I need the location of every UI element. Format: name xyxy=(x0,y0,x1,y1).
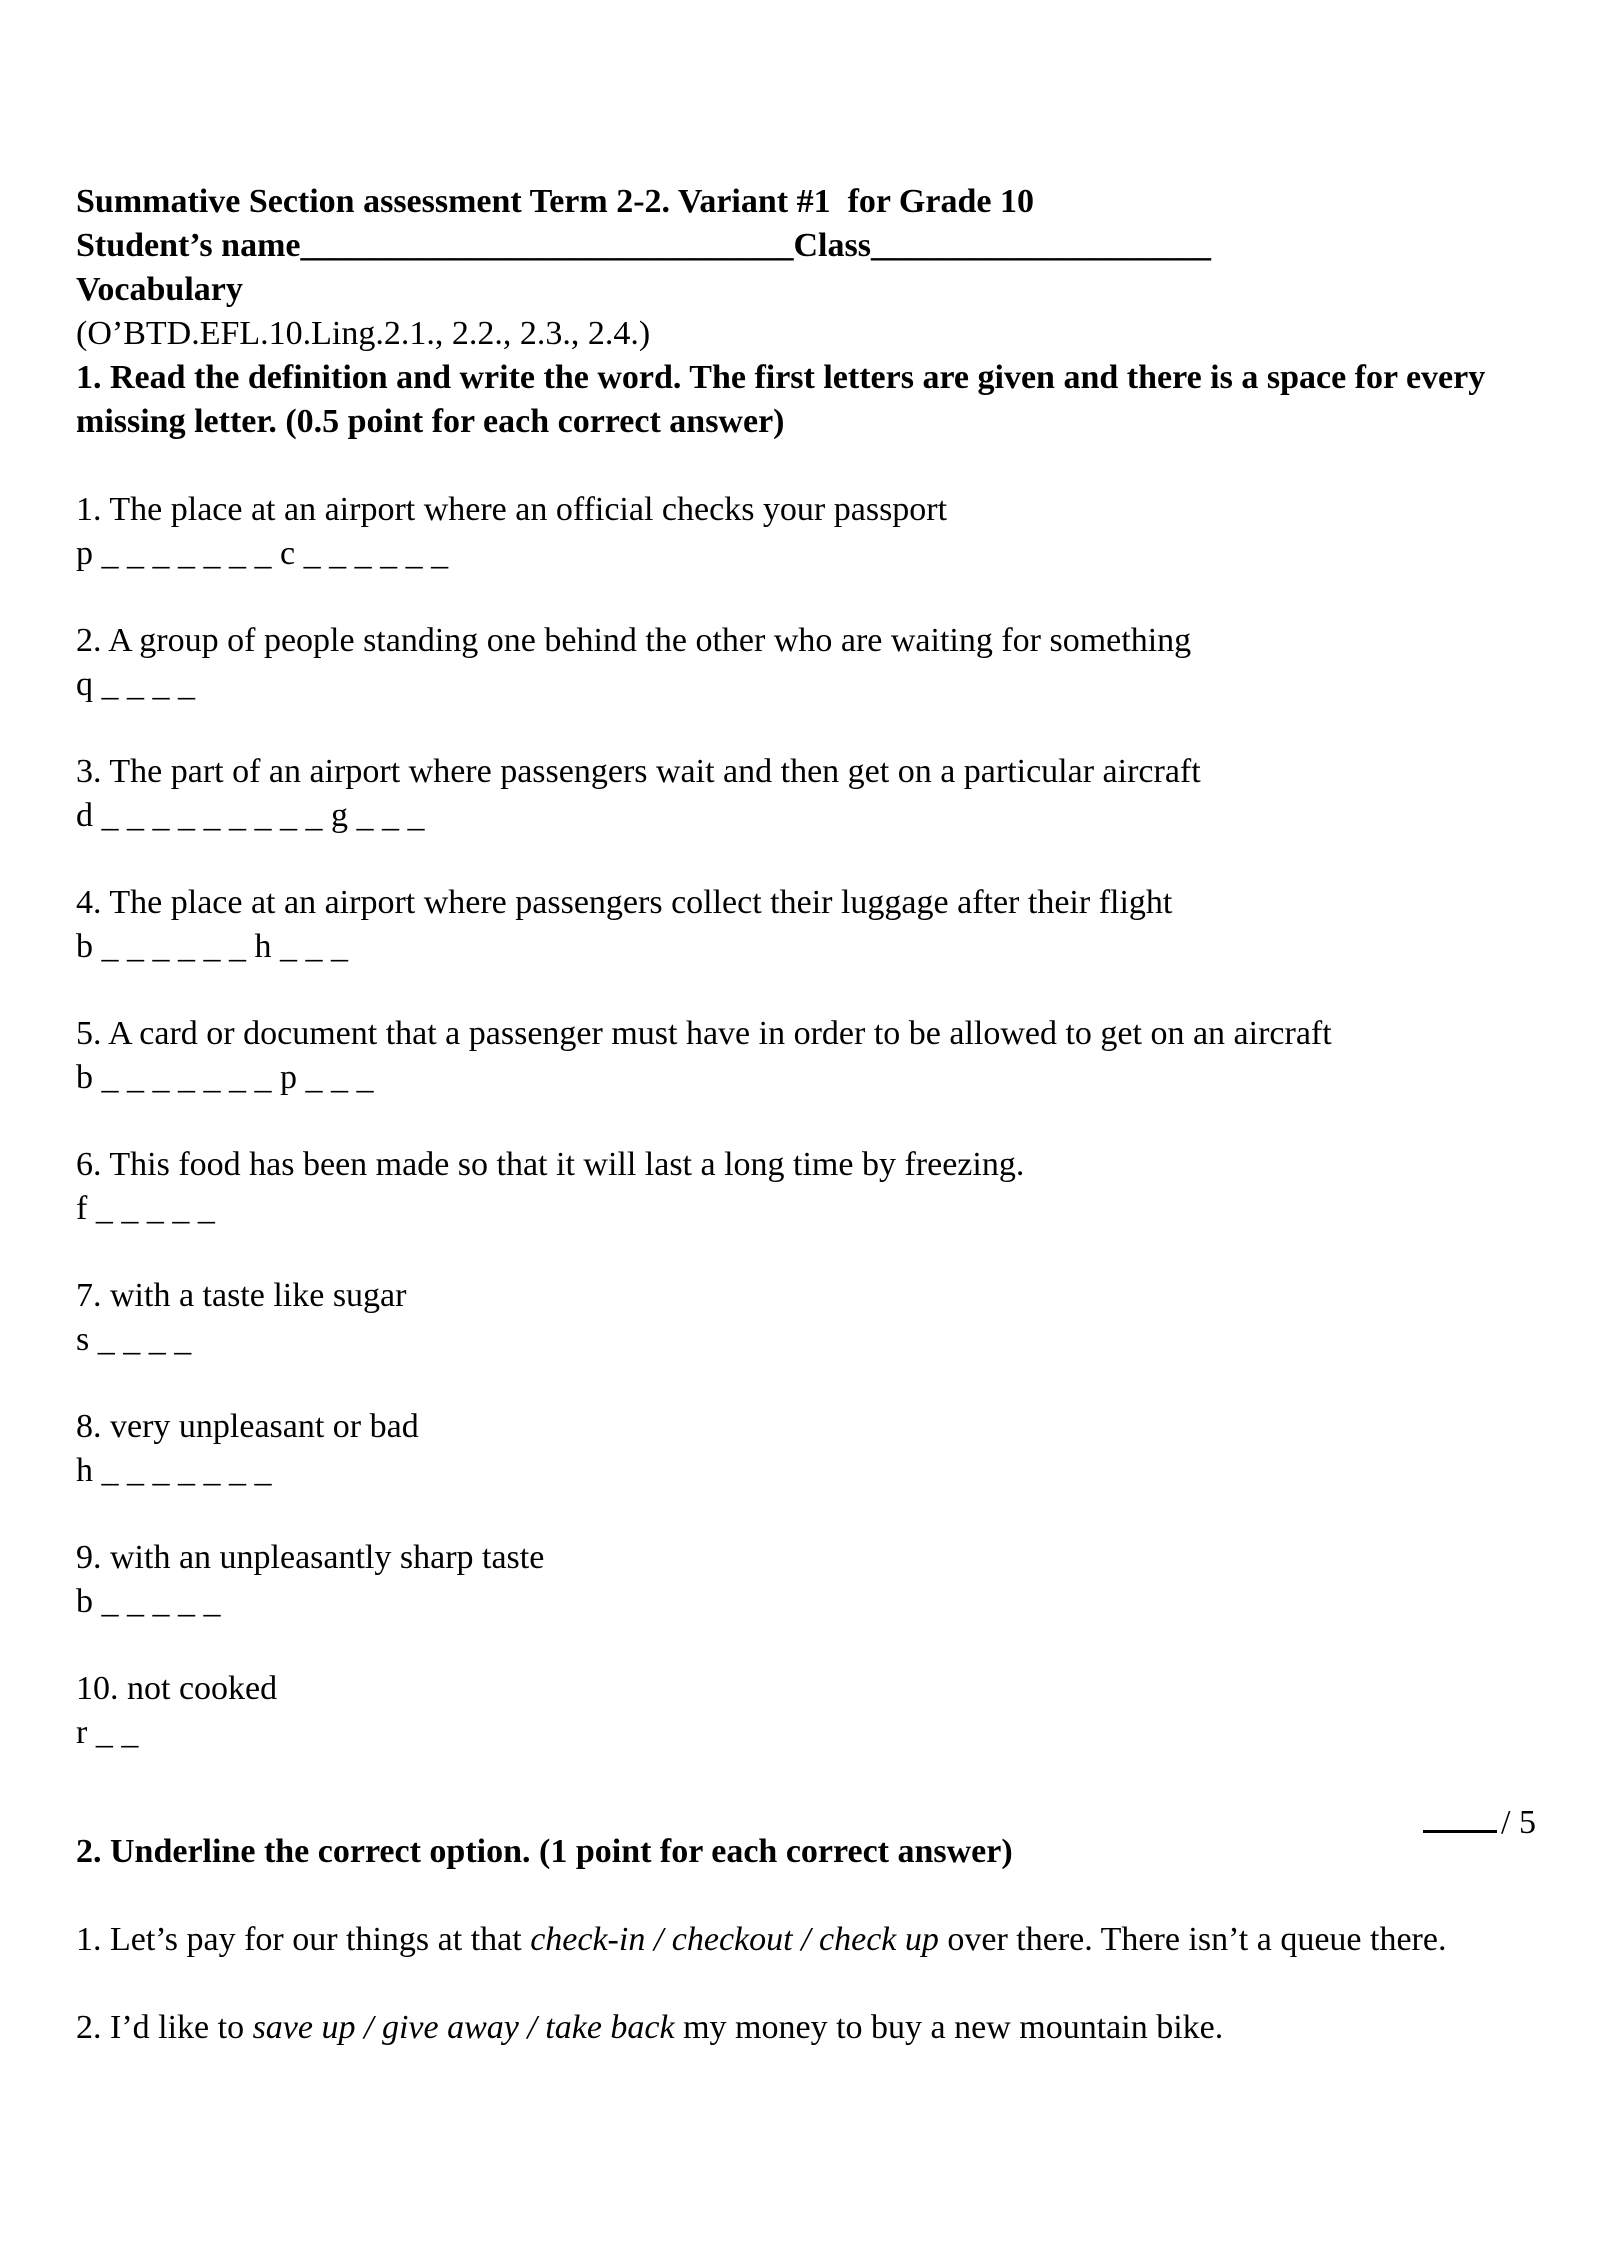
task2-section xyxy=(76,1830,1536,2094)
vocab-item xyxy=(76,1536,1536,1624)
vocab-answer-pattern[interactable]: d _ _ _ _ _ _ _ _ _ g _ _ _ xyxy=(76,797,425,834)
vocab-item xyxy=(76,1405,1536,1493)
spacer xyxy=(76,1874,1536,1918)
spacer xyxy=(76,444,1536,488)
vocab-answer-pattern[interactable]: b _ _ _ _ _ _ _ p _ _ _ xyxy=(76,1059,374,1096)
vocab-definition: 5. A card or document that a passenger must have in order to be allowed to get on an aircraft xyxy=(76,1015,1332,1052)
task2-question-1 xyxy=(76,1918,1536,1962)
vocab-item xyxy=(76,1012,1536,1100)
vocab-answer-pattern[interactable]: b _ _ _ _ _ xyxy=(76,1583,221,1620)
vocab-definition: 8. very unpleasant or bad xyxy=(76,1408,419,1445)
question-text-before: 1. Let’s pay for our things at that xyxy=(76,1921,531,1958)
curriculum-codes: (O’BTD.EFL.10.Ling.2.1., 2.2., 2.3., 2.4.) xyxy=(76,315,651,352)
vocab-answer-pattern[interactable]: q _ _ _ _ xyxy=(76,666,195,703)
question-text-after: over there. There isn’t a queue there. xyxy=(938,1921,1447,1958)
document-title: Summative Section assessment Term 2-2. Variant #1 for Grade 10 xyxy=(76,183,1034,220)
worksheet-page xyxy=(76,180,1536,1798)
score-total: / 5 xyxy=(1501,1804,1536,1841)
vocab-item xyxy=(76,750,1536,838)
vocab-definition: 4. The place at an airport where passengers collect their luggage after their flight xyxy=(76,884,1173,921)
question-text-after: my money to buy a new mountain bike. xyxy=(674,2009,1224,2046)
vocab-definition: 7. with a taste like sugar xyxy=(76,1277,407,1314)
vocab-definition: 6. This food has been made so that it will last a long time by freezing. xyxy=(76,1146,1025,1183)
vocab-definition: 1. The place at an airport where an official checks your passport xyxy=(76,491,948,528)
vocab-definition: 9. with an unpleasantly sharp taste xyxy=(76,1539,545,1576)
vocab-definition: 3. The part of an airport where passengers wait and then get on a particular aircraft xyxy=(76,753,1201,790)
vocab-item xyxy=(76,1143,1536,1231)
task1-items-list xyxy=(76,488,1536,1755)
vocab-answer-pattern[interactable]: s _ _ _ _ xyxy=(76,1321,192,1358)
vocab-answer-pattern[interactable]: r _ _ xyxy=(76,1714,139,1751)
score-blank-line[interactable] xyxy=(1423,1800,1497,1833)
task2-instruction: 2. Underline the correct option. (1 point for each correct answer) xyxy=(76,1833,1013,1870)
vocab-item xyxy=(76,619,1536,707)
section-heading: Vocabulary xyxy=(76,271,243,308)
vocab-definition: 2. A group of people standing one behind the other who are waiting for something xyxy=(76,622,1192,659)
question-text-before: 2. I’d like to xyxy=(76,2009,253,2046)
vocab-item xyxy=(76,881,1536,969)
vocab-item xyxy=(76,1667,1536,1755)
question-options[interactable]: check-in / checkout / check up xyxy=(530,1921,939,1958)
question-options[interactable]: save up / give away / take back xyxy=(252,2009,675,2046)
vocab-definition: 10. not cooked xyxy=(76,1670,278,1707)
vocab-answer-pattern[interactable]: f _ _ _ _ _ xyxy=(76,1190,215,1227)
task1-instruction: 1. Read the definition and write the word. The first letters are given and there is a space for every missing letter. (0.5 point for each correct answer) xyxy=(76,359,1486,440)
vocab-answer-pattern[interactable]: p _ _ _ _ _ _ _ c _ _ _ _ _ _ xyxy=(76,535,449,572)
vocab-answer-pattern[interactable]: b _ _ _ _ _ _ h _ _ _ xyxy=(76,928,348,965)
vocab-item xyxy=(76,488,1536,576)
student-name-class-line: Student’s name_____________________________Class____________________ xyxy=(76,227,1211,264)
task2-question-2 xyxy=(76,2006,1536,2050)
vocab-answer-pattern[interactable]: h _ _ _ _ _ _ _ xyxy=(76,1452,272,1489)
vocab-item xyxy=(76,1274,1536,1362)
